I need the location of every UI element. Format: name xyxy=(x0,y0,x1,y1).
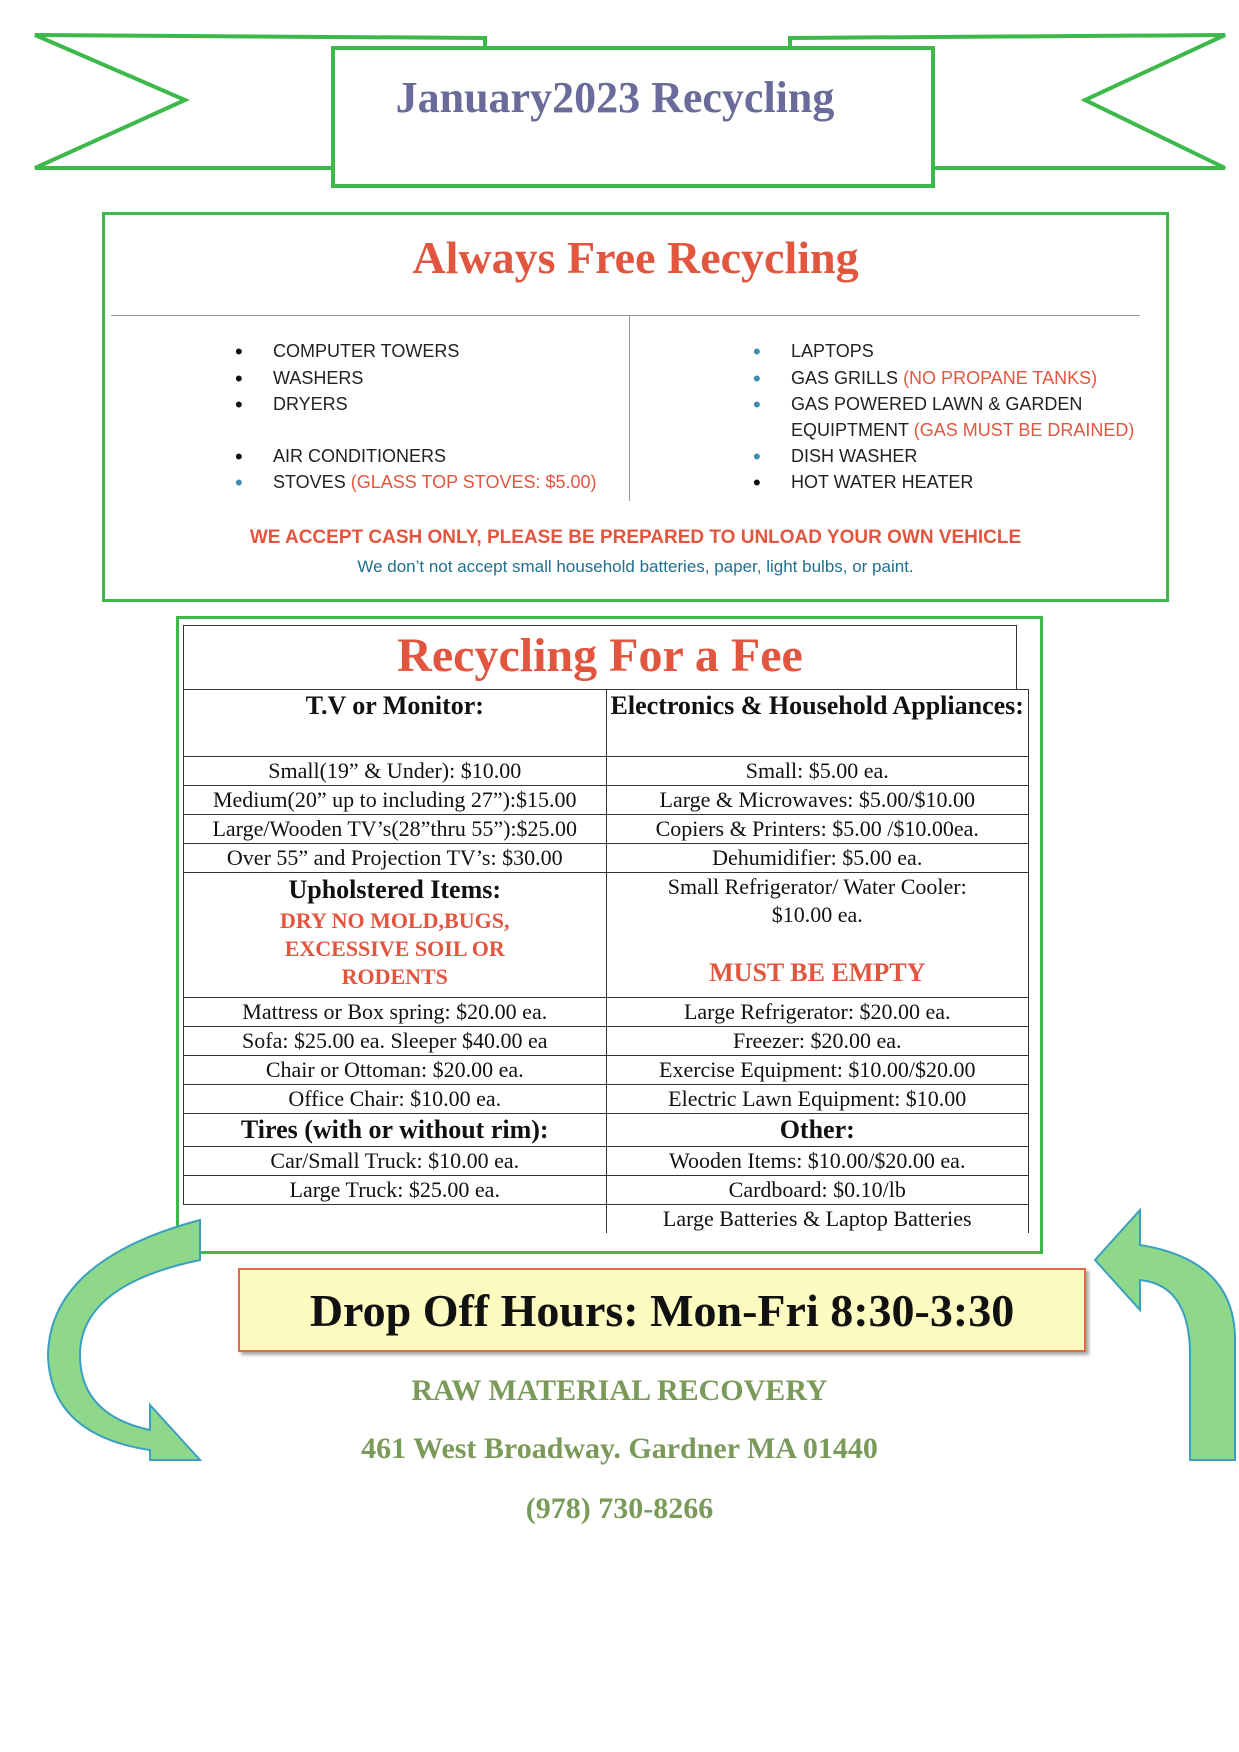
table-row: Large Truck: $25.00 ea. Cardboard: $0.10/lb xyxy=(184,1176,1029,1205)
drop-off-hours-text: Drop Off Hours: Mon-Fri 8:30-3:30 xyxy=(309,1285,1015,1336)
table-row: Car/Small Truck: $10.00 ea. Wooden Items: $10.00/$20.00 ea. xyxy=(184,1147,1029,1176)
table-row xyxy=(184,873,1029,998)
table-row: Sofa: $25.00 ea. Sleeper $40.00 ea Freezer: $20.00 ea. xyxy=(184,1027,1029,1056)
table-row: Large/Wooden TV’s(28”thru 55”):$25.00 Copiers & Printers: $5.00 /$10.00ea. xyxy=(184,815,1029,844)
table-row: Chair or Ottoman: $20.00 ea. Exercise Equipment: $10.00/$20.00 xyxy=(184,1056,1029,1085)
table-row: Small(19” & Under): $10.00 Small: $5.00 ea. xyxy=(184,757,1029,786)
free-recycling-box: Always Free Recycling • COMPUTER TOWERS • WASHERS • DRYERS • AIR CONDITIONERS • STOVES (GLASS TOP STOVES: $5.00) • LAPTOPS • GAS GRILLS (NO PROPANE TANKS) • GAS POWERED LAWN & GARDEN EQUIPTMENT (GAS MUST BE DRAINED) • DISH WASHER • HOT WATER HEATER WE ACCEPT CASH ONLY, PLEASE BE PREPARED TO UNLOAD YOUR OWN VEHICLE We don’t not accept small household batteries, paper, light bulbs, or paint. xyxy=(102,212,1169,602)
fee-table xyxy=(183,689,1029,1233)
right-curved-arrow-icon xyxy=(1090,1205,1239,1465)
free-recycling-title: Always Free Recycling xyxy=(412,232,859,283)
cash-only-notice: WE ACCEPT CASH ONLY, PLEASE BE PREPARED TO UNLOAD YOUR OWN VEHICLE xyxy=(249,527,1022,548)
upholstered-cell xyxy=(184,873,607,998)
company-name: RAW MATERIAL RECOVERY xyxy=(411,1374,828,1407)
company-phone: (978) 730-8266 xyxy=(525,1492,714,1525)
table-row: Medium(20” up to including 27”):$15.00 Large & Microwaves: $5.00/$10.00 xyxy=(184,786,1029,815)
upholstered-note: DRY NO MOLD,BUGS, EXCESSIVE SOIL OR RODENTS xyxy=(280,908,510,989)
table-row: Over 55” and Projection TV’s: $30.00 Dehumidifier: $5.00 ea. xyxy=(184,844,1029,873)
must-be-empty-note: MUST BE EMPTY xyxy=(709,958,926,987)
page-title: January2023 Recycling xyxy=(395,73,835,122)
drop-off-hours-banner xyxy=(238,1268,1086,1352)
table-row xyxy=(184,690,1029,757)
table-row xyxy=(184,1114,1029,1147)
divider xyxy=(111,315,1140,316)
other-header: Other: xyxy=(606,1114,1029,1147)
tires-header: Tires (with or without rim): xyxy=(184,1114,607,1147)
small-fridge-cell xyxy=(606,873,1029,998)
electronics-header: Electronics & Household Appliances: xyxy=(606,690,1029,757)
table-row: Office Chair: $10.00 ea. Electric Lawn Equipment: $10.00 xyxy=(184,1085,1029,1114)
divider xyxy=(629,315,630,501)
table-row: Mattress or Box spring: $20.00 ea. Large Refrigerator: $20.00 ea. xyxy=(184,998,1029,1027)
tv-header: T.V or Monitor: xyxy=(184,690,607,757)
fee-recycling-title: Recycling For a Fee xyxy=(397,629,803,682)
small-fridge-text: Small Refrigerator/ Water Cooler: $10.00 ea. xyxy=(667,874,967,927)
left-curved-arrow-icon xyxy=(40,1215,210,1465)
company-address: 461 West Broadway. Gardner MA 01440 xyxy=(361,1432,878,1465)
not-accepted-notice: We don’t not accept small household batteries, paper, light bulbs, or paint. xyxy=(357,557,914,576)
fee-title-cell xyxy=(183,625,1017,689)
table-row: Large Batteries & Laptop Batteries xyxy=(184,1205,1029,1234)
upholstered-header: Upholstered Items: xyxy=(288,875,502,904)
